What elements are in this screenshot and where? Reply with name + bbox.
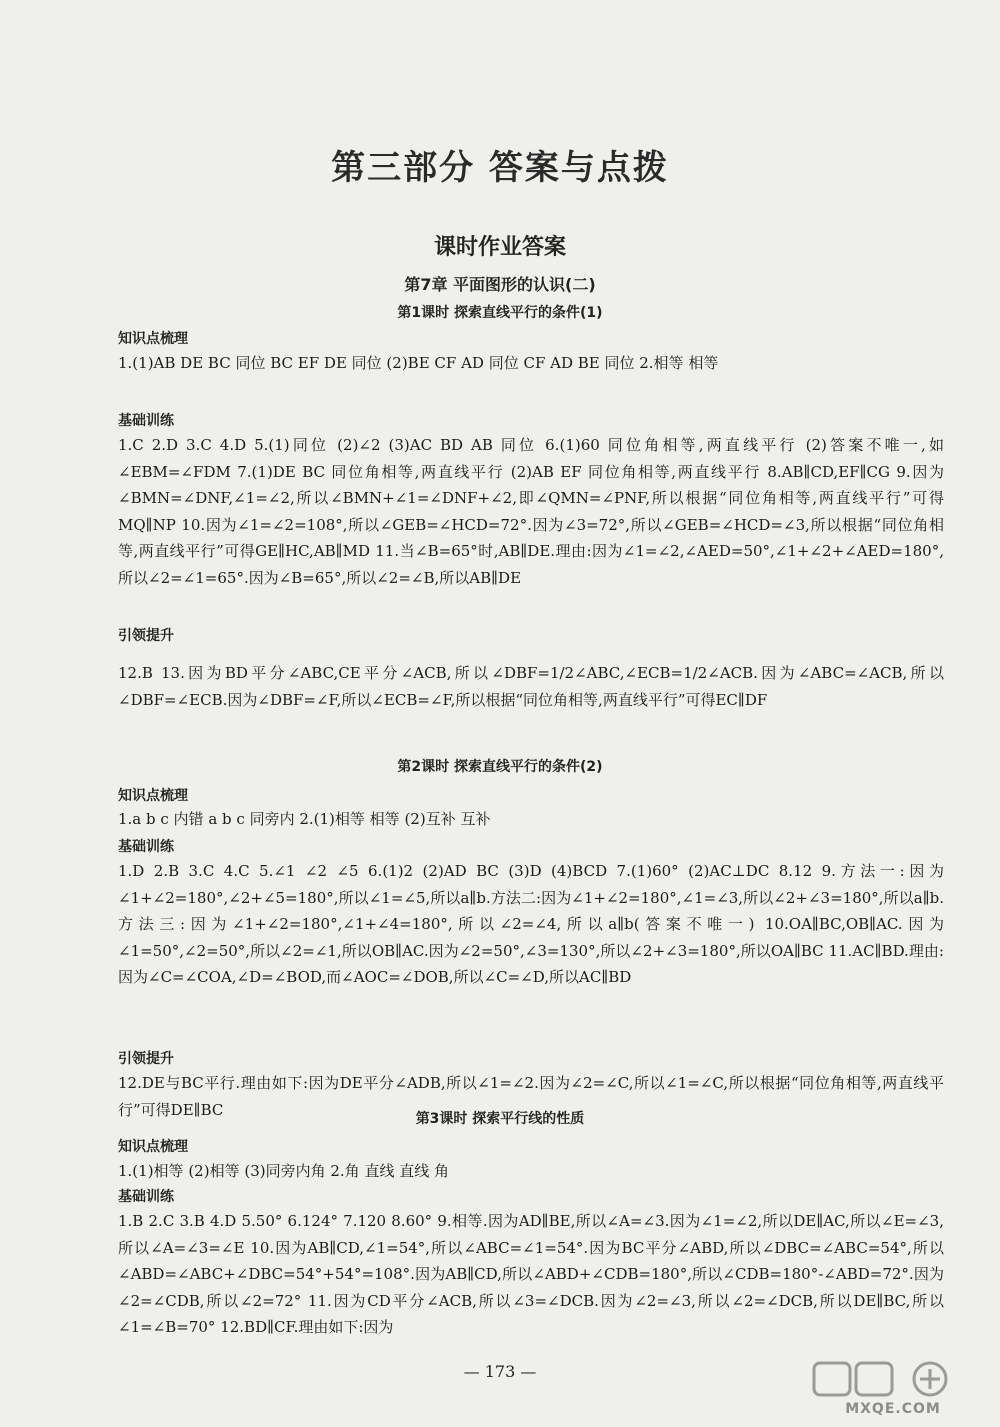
answer-text: 1.D 2.B 3.C 4.C 5.∠1 ∠2 ∠5 6.(1)2 (2)AD BC (3)D (4)BCD 7.(1)60° (2)AC⊥DC 8.12 9.方法一:因为∠1+∠2=180°,∠2+∠5=180°,所以∠1=∠5,所以a∥b.方法二:因为∠1+∠2=180°,∠1=∠3,所以∠2+∠3=180°,所以a∥b.方法三:因为∠1+∠2=180°,∠1+∠4=180°,所以∠2=∠4,所以a∥b(答案不唯一) 10.OA∥BC,OB∥AC.因为∠1=50°,∠2=50°,所以∠2=∠1,所以OB∥AC.因为∠2=50°,∠3=130°,所以∠2+∠3=180°,所以OA∥BC 11.AC∥BD.理由:因为∠C=∠COA,∠D=∠BOD,而∠AOC=∠DOB,所以∠C=∠D,所以AC∥BD [118,862,944,986]
subsection-heading: 基础训练 [118,1189,174,1205]
lesson-title: 第3课时 探索平行线的性质 [415,1111,585,1127]
part-title: 第三部分 答案与点拨 [331,148,669,188]
lesson-title: 第2课时 探索直线平行的条件(2) [397,759,603,775]
answer-text: 12.B 13.因为BD平分∠ABC,CE平分∠ACB,所以∠DBF=1/2∠ABC,∠ECB=1/2∠ACB.因为∠ABC=∠ACB,所以∠DBF=∠ECB.因为∠DBF=∠F,所以∠ECB=∠F,所以根据“同位角相等,两直线平行”可得EC∥DF [118,664,944,709]
chapter-title: 第7章 平面图形的认识(二) [404,275,596,294]
subsection-heading: 引领提升 [118,628,174,644]
watermark-text: MXQE.COM [845,1401,941,1417]
answer-text: 1.C 2.D 3.C 4.D 5.(1)同位 (2)∠2 (3)AC BD AB 同位 6.(1)60 同位角相等,两直线平行 (2)答案不唯一,如∠EBM=∠FDM 7.(1)DE BC 同位角相等,两直线平行 (2)AB EF 同位角相等,两直线平行 8.AB∥CD,EF∥CG 9.因为∠BMN=∠DNF,∠1=∠2,所以∠BMN+∠1=∠DNF+∠2,即∠QMN=∠PNF,所以根据“同位角相等,两直线平行”可得MQ∥NP 10.因为∠1=∠2=108°,所以∠GEB=∠HCD=72°.因为∠3=72°,所以∠GEB=∠HCD=∠3,所以根据“同位角相等,两直线平行”可得GE∥HC,AB∥MD 11.当∠B=65°时,AB∥DE.理由:因为∠1=∠2,∠AED=50°,∠1+∠2+∠AED=180°,所以∠2=∠1=65°.因为∠B=65°,所以∠2=∠B,所以AB∥DE [118,436,944,587]
page-number: — 173 — [463,1362,537,1381]
subsection-heading: 引领提升 [118,1051,174,1067]
section-title: 课时作业答案 [433,235,566,260]
watermark-logo-icon [812,1359,972,1399]
subsection-heading: 基础训练 [118,413,174,429]
lesson-title: 第1课时 探索直线平行的条件(1) [397,305,603,321]
answer-text: 1.B 2.C 3.B 4.D 5.50° 6.124° 7.120 8.60° 9.相等.因为AD∥BE,所以∠A=∠3.因为∠1=∠2,所以DE∥AC,所以∠E=∠3,所以∠A=∠3=∠E 10.因为AB∥CD,∠1=54°,所以∠ABC=∠1=54°.因为BC平分∠ABD,所以∠DBC=∠ABC=54°,所以∠ABD=∠ABC+∠DBC=54°+54°=108°.因为AB∥CD,所以∠ABD+∠CDB=180°,所以∠CDB=180°-∠ABD=72°.因为∠2=∠CDB,所以∠2=72° 11.因为CD平分∠ACB,所以∠3=∠DCB.因为∠2=∠3,所以∠2=∠DCB,所以DE∥BC,所以∠1=∠B=70° 12.BD∥CF.理由如下:因为 [118,1212,944,1336]
watermark [804,1357,982,1417]
answer-text: 1.a b c 内错 a b c 同旁内 2.(1)相等 相等 (2)互补 互补 [118,810,491,828]
answer-text: 1.(1)相等 (2)相等 (3)同旁内角 2.角 直线 直线 角 [118,1162,449,1180]
subsection-heading: 知识点梳理 [118,1139,188,1155]
subsection-heading: 知识点梳理 [118,788,188,804]
subsection-heading: 基础训练 [118,839,174,855]
subsection-heading: 知识点梳理 [118,331,188,347]
answer-text: 1.(1)AB DE BC 同位 BC EF DE 同位 (2)BE CF AD 同位 CF AD BE 同位 2.相等 相等 [118,354,719,372]
answer-text: 12.DE与BC平行.理由如下:因为DE平分∠ADB,所以∠1=∠2.因为∠2=∠C,所以∠1=∠C,所以根据“同位角相等,两直线平行”可得DE∥BC [118,1074,944,1119]
